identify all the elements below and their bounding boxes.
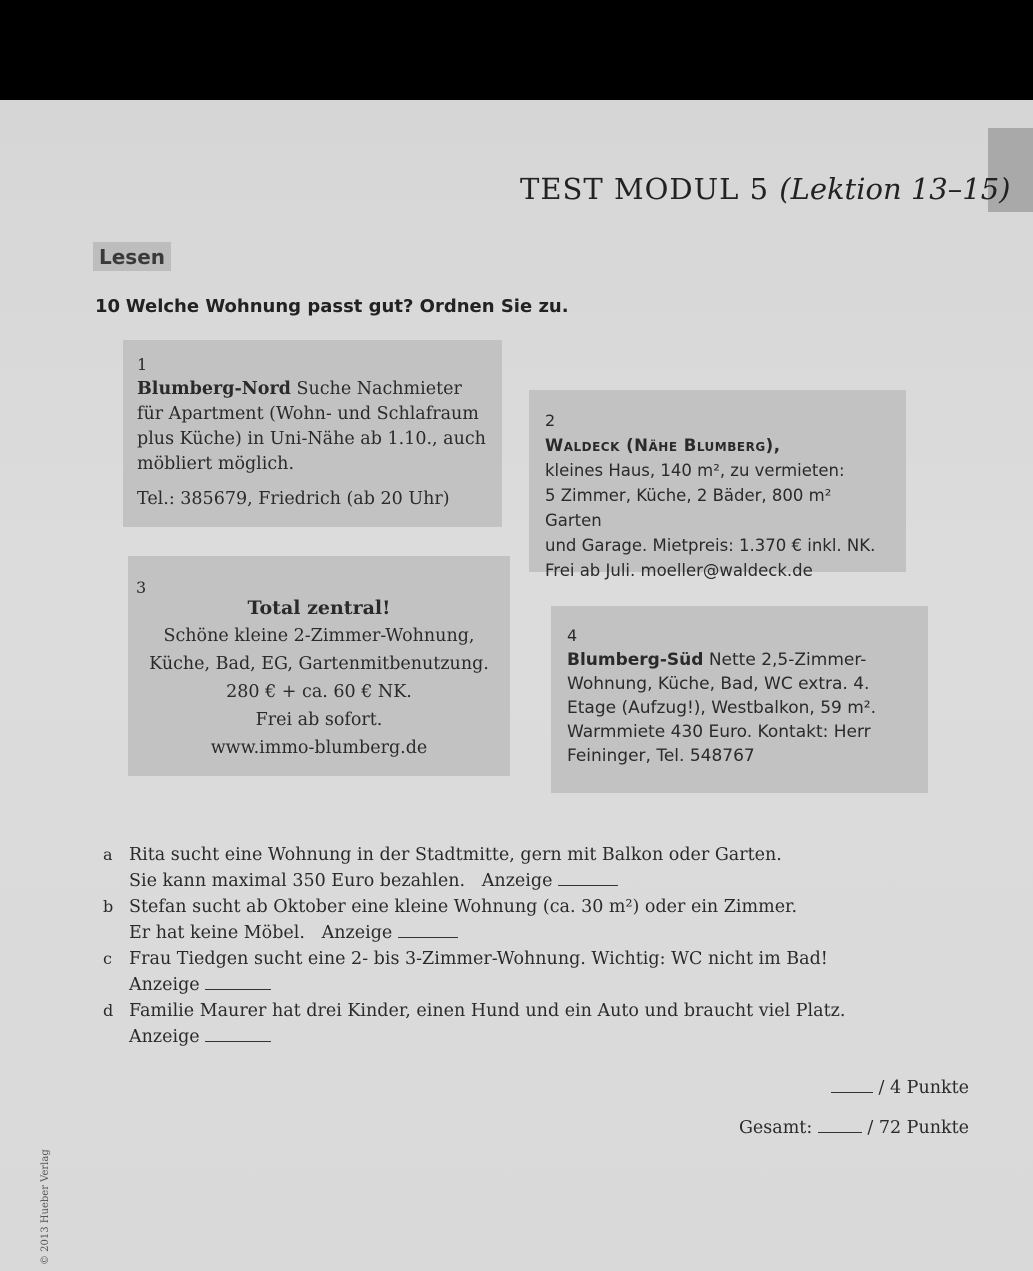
list-item: c Frau Tiedgen sucht eine 2- bis 3-Zimmer-Wohnung. Wichtig: WC nicht im Bad! Anzeige (103, 949, 828, 995)
copyright-note: © 2013 Hueber Verlag (40, 1149, 51, 1265)
task-instruction: 10 Welche Wohnung passt gut? Ordnen Sie zu. (95, 296, 569, 317)
total-score: Gesamt: / 72 Punkte (738, 1118, 969, 1138)
ad-line: und Garage. Mietpreis: 1.370 € inkl. NK. (545, 536, 876, 555)
ad-heading: Waldeck (Nähe Blumberg), (545, 436, 781, 455)
ad-line: Frei ab sofort. (255, 710, 383, 730)
worksheet-page (0, 100, 1033, 1271)
ad-body: Blumberg-Nord Suche Nachmieter für Apartment (Wohn- und Schlafraum plus Küche) in Uni-Nähe ab 1.10., auch möbliert möglich. (137, 379, 486, 474)
page-title: TEST MODUL 5 (Lektion 13–15) (520, 172, 1011, 206)
ad-heading: Total zentral! (247, 597, 391, 619)
matching-items (103, 842, 883, 1050)
total-blank[interactable] (818, 1118, 862, 1133)
task-score: / 4 Punkte (831, 1078, 969, 1098)
answer-blank[interactable] (205, 1027, 271, 1042)
ad-line: 280 € + ca. 60 € NK. (226, 682, 412, 702)
ad-number: 4 (567, 626, 578, 645)
score-blank[interactable] (831, 1078, 873, 1093)
ad-line: kleines Haus, 140 m², zu vermieten: (545, 461, 845, 480)
answer-blank[interactable] (398, 923, 458, 938)
ad-4 (551, 606, 928, 793)
ad-line: www.immo-blumberg.de (210, 738, 428, 758)
list-item: a Rita sucht eine Wohnung in der Stadtmitte, gern mit Balkon oder Garten. Sie kann maximal 350 Euro bezahlen. Anzeige (103, 845, 782, 891)
ad-line: Frei ab Juli. moeller@waldeck.de (545, 561, 813, 580)
ad-number: 1 (137, 355, 148, 374)
list-item: d Familie Maurer hat drei Kinder, einen Hund und ein Auto und braucht viel Platz. Anzeige (103, 1001, 846, 1047)
ad-number: 2 (545, 411, 556, 430)
ad-1 (123, 340, 502, 527)
ad-contact: Tel.: 385679, Friedrich (ab 20 Uhr) (137, 489, 450, 509)
ad-line: Küche, Bad, EG, Gartenmitbenutzung. (149, 654, 489, 674)
ad-number: 3 (136, 578, 147, 597)
answer-blank[interactable] (558, 871, 618, 886)
ad-line: Schöne kleine 2-Zimmer-Wohnung, (163, 626, 475, 646)
answer-blank[interactable] (205, 975, 271, 990)
ad-3 (128, 556, 510, 776)
ad-2 (529, 390, 906, 580)
section-label: Lesen (93, 242, 171, 271)
ad-body: Blumberg-Süd Nette 2,5-Zimmer-Wohnung, Küche, Bad, WC extra. 4. Etage (Aufzug!), Westbalkon, 59 m². Warmmiete 430 Euro. Kontakt: Herr Feininger, Tel. 548767 (567, 650, 877, 766)
ad-line: 5 Zimmer, Küche, 2 Bäder, 800 m² Garten (545, 486, 832, 530)
list-item: b Stefan sucht ab Oktober eine kleine Wohnung (ca. 30 m²) oder ein Zimmer. Er hat keine Möbel. Anzeige (103, 897, 798, 943)
